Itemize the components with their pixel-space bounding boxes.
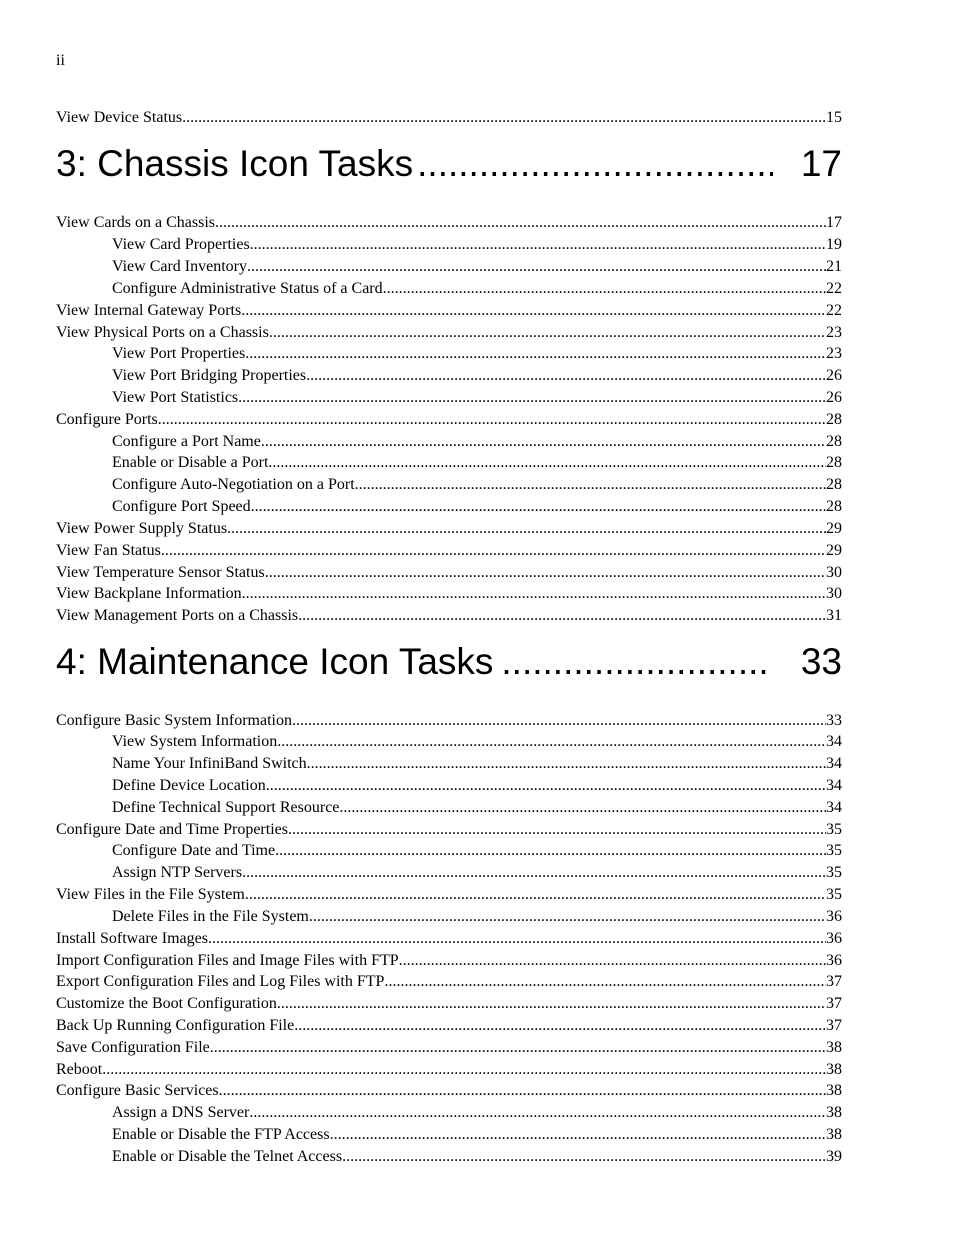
- toc-subentry[interactable]: [56, 797, 842, 819]
- toc-subentry[interactable]: [56, 431, 842, 453]
- toc-entry[interactable]: [56, 884, 842, 906]
- toc-entry-label: Save Configuration File: [56, 1039, 210, 1056]
- toc-entry-page: 38: [826, 1082, 842, 1099]
- toc-subentry[interactable]: [56, 731, 842, 753]
- dot-leader: [251, 496, 826, 518]
- dot-leader: [277, 993, 826, 1015]
- toc-entry-page: 30: [826, 564, 842, 581]
- dot-leader: [383, 278, 826, 300]
- toc-entry-page: 35: [826, 864, 842, 881]
- toc-entry-page: 39: [826, 1148, 842, 1165]
- dot-leader: [227, 518, 826, 540]
- toc-entry-page: 23: [826, 345, 842, 362]
- toc-entry[interactable]: [56, 950, 842, 972]
- toc-entry-page: 28: [826, 433, 842, 450]
- toc-subentry[interactable]: [56, 1146, 842, 1168]
- toc-entry-label: Assign a DNS Server: [112, 1104, 250, 1121]
- toc-entry-page: 34: [826, 777, 842, 794]
- toc-entry-label: Back Up Running Configuration File: [56, 1017, 295, 1034]
- toc-entry-label: View Management Ports on a Chassis: [56, 607, 299, 624]
- toc-entry[interactable]: [56, 562, 842, 584]
- dot-leader: [501, 639, 767, 685]
- chapter-heading-4[interactable]: [56, 639, 842, 685]
- toc-entry-label: View Physical Ports on a Chassis: [56, 324, 269, 341]
- toc-entry-label: View Fan Status: [56, 542, 161, 559]
- toc-entry-label: Import Configuration Files and Image Files with FTP: [56, 952, 399, 969]
- dot-leader: [298, 605, 826, 627]
- toc-entry-label: Customize the Boot Configuration: [56, 995, 277, 1012]
- toc-entry-page: 35: [826, 886, 842, 903]
- toc-entry-page: 37: [826, 1017, 842, 1034]
- toc-entry-label: View Backplane Information: [56, 585, 242, 602]
- toc-entry-page: 37: [826, 995, 842, 1012]
- dot-leader: [161, 540, 826, 562]
- toc-entry-label: Configure Port Speed: [112, 498, 251, 515]
- toc-entry-label: Configure Date and Time: [112, 842, 276, 859]
- toc-entry[interactable]: [56, 1015, 842, 1037]
- chapter-title: 4: Maintenance Icon Tasks: [56, 641, 494, 682]
- toc-subentry[interactable]: [56, 387, 842, 409]
- toc-entry[interactable]: [56, 819, 842, 841]
- toc-entry-label: Configure Administrative Status of a Card: [112, 280, 383, 297]
- dot-leader: [330, 1124, 826, 1146]
- dot-leader: [250, 234, 826, 256]
- dot-leader: [265, 562, 826, 584]
- toc-entry-page: 38: [826, 1104, 842, 1121]
- toc-entry-page: 26: [826, 367, 842, 384]
- toc-entry-page: 29: [826, 542, 842, 559]
- toc-subentry[interactable]: [56, 775, 842, 797]
- dot-leader: [208, 928, 826, 950]
- toc-entry-page: 33: [826, 712, 842, 729]
- dot-leader: [294, 1015, 826, 1037]
- dot-leader: [277, 731, 826, 753]
- toc-entry-label: Configure a Port Name: [112, 433, 261, 450]
- toc-subentry[interactable]: [56, 840, 842, 862]
- toc-subentry[interactable]: [56, 496, 842, 518]
- toc-entry-page: 15: [826, 109, 842, 126]
- toc-entry-page: 28: [826, 476, 842, 493]
- toc-subentry[interactable]: [56, 906, 842, 928]
- toc-entry-label: View System Information: [112, 733, 278, 750]
- dot-leader: [339, 797, 826, 819]
- toc-entry-page: 28: [826, 498, 842, 515]
- toc-entry-label: Enable or Disable a Port: [112, 454, 269, 471]
- chapter-heading-3[interactable]: [56, 141, 842, 187]
- dot-leader: [355, 474, 826, 496]
- toc-entry-label: Configure Auto-Negotiation on a Port: [112, 476, 355, 493]
- toc-entry[interactable]: [56, 1059, 842, 1081]
- page-number: ii: [56, 52, 65, 69]
- dot-leader: [342, 1146, 826, 1168]
- toc-entry-label: Delete Files in the File System: [112, 908, 309, 925]
- toc-entry-page: 22: [826, 302, 842, 319]
- dot-leader: [275, 840, 826, 862]
- toc-entry[interactable]: [56, 993, 842, 1015]
- toc-entry-label: View Card Inventory: [112, 258, 247, 275]
- toc-entry[interactable]: [56, 583, 842, 605]
- toc-entry-page: 17: [826, 214, 842, 231]
- dot-leader: [241, 300, 826, 322]
- toc-entry-page: 35: [826, 821, 842, 838]
- toc-entry-label: View Device Status: [56, 109, 183, 126]
- toc-entry-label: View Card Properties: [112, 236, 250, 253]
- toc-entry-page: 22: [826, 280, 842, 297]
- dot-leader: [309, 906, 826, 928]
- toc-subentry[interactable]: [56, 452, 842, 474]
- dot-leader: [102, 1059, 826, 1081]
- dot-leader: [215, 212, 826, 234]
- toc-entry-page: 36: [826, 952, 842, 969]
- dot-leader: [384, 971, 826, 993]
- toc-entry-label: View Power Supply Status: [56, 520, 228, 537]
- toc-entry-label: View Internal Gateway Ports: [56, 302, 242, 319]
- toc-entry-page: 23: [826, 324, 842, 341]
- toc-subentry[interactable]: [56, 862, 842, 884]
- toc-subentry[interactable]: [56, 365, 842, 387]
- toc-entry-page: 38: [826, 1126, 842, 1143]
- toc-entry[interactable]: [56, 322, 842, 344]
- dot-leader: [266, 775, 826, 797]
- toc-entry-label: View Cards on a Chassis: [56, 214, 216, 231]
- toc-entry[interactable]: [56, 409, 842, 431]
- toc-entry-label: Enable or Disable the Telnet Access: [112, 1148, 343, 1165]
- dot-leader: [219, 1080, 826, 1102]
- toc-entry-label: Name Your InfiniBand Switch: [112, 755, 307, 772]
- toc-entry-page: 35: [826, 842, 842, 859]
- chapter-page: 17: [800, 143, 842, 184]
- toc-entry[interactable]: [56, 518, 842, 540]
- toc-entry-page: 37: [826, 973, 842, 990]
- toc-entry-label: Configure Basic System Information: [56, 712, 292, 729]
- dot-leader: [269, 322, 826, 344]
- toc-entry-label: Configure Date and Time Properties: [56, 821, 288, 838]
- dot-leader: [399, 950, 826, 972]
- toc-entry[interactable]: [56, 710, 842, 732]
- dot-leader: [242, 583, 826, 605]
- toc-entry-page: 36: [826, 908, 842, 925]
- dot-leader: [417, 141, 773, 187]
- toc-entry-label: View Port Statistics: [112, 389, 239, 406]
- dot-leader: [292, 710, 826, 732]
- toc-entry[interactable]: [56, 605, 842, 627]
- toc-entry[interactable]: [56, 300, 842, 322]
- dot-leader: [249, 1102, 826, 1124]
- toc-entry-page: 38: [826, 1061, 842, 1078]
- toc-subentry[interactable]: [56, 234, 842, 256]
- toc-entry-page: 19: [826, 236, 842, 253]
- toc-entry-page: 30: [826, 585, 842, 602]
- dot-leader: [307, 753, 826, 775]
- toc-entry[interactable]: [56, 540, 842, 562]
- toc-entry-label: Reboot: [56, 1061, 103, 1078]
- toc-entry-label: Enable or Disable the FTP Access: [112, 1126, 330, 1143]
- toc-entry-view-device-status[interactable]: [56, 107, 842, 129]
- toc-entry-page: 36: [826, 930, 842, 947]
- dot-leader: [245, 343, 826, 365]
- toc-entry[interactable]: [56, 212, 842, 234]
- toc-entry-label: Configure Basic Services: [56, 1082, 219, 1099]
- chapter-title: 3: Chassis Icon Tasks: [56, 143, 414, 184]
- dot-leader: [238, 387, 826, 409]
- toc-entry-page: 34: [826, 733, 842, 750]
- toc-subentry[interactable]: [56, 256, 842, 278]
- dot-leader: [158, 409, 826, 431]
- toc-entry-label: Configure Ports: [56, 411, 158, 428]
- toc-entry-label: View Port Properties: [112, 345, 246, 362]
- toc-entry-page: 28: [826, 411, 842, 428]
- toc-entry-label: View Temperature Sensor Status: [56, 564, 265, 581]
- toc-entry-page: 28: [826, 454, 842, 471]
- dot-leader: [210, 1037, 826, 1059]
- toc-entry-page: 38: [826, 1039, 842, 1056]
- chapter-page: 33: [800, 641, 842, 682]
- toc-entry-label: Export Configuration Files and Log Files with FTP: [56, 973, 385, 990]
- toc-subentry[interactable]: [56, 343, 842, 365]
- toc-subentry[interactable]: [56, 1102, 842, 1124]
- toc-entry-label: Define Device Location: [112, 777, 266, 794]
- toc-entry-page: 34: [826, 755, 842, 772]
- dot-leader: [306, 365, 826, 387]
- toc-subentry[interactable]: [56, 474, 842, 496]
- toc-entry-page: 26: [826, 389, 842, 406]
- toc-entry-page: 21: [826, 258, 842, 275]
- toc-entry-label: View Files in the File System: [56, 886, 245, 903]
- toc-subentry[interactable]: [56, 753, 842, 775]
- dot-leader: [268, 452, 826, 474]
- toc-subentry[interactable]: [56, 1124, 842, 1146]
- toc-entry[interactable]: [56, 971, 842, 993]
- dot-leader: [245, 884, 826, 906]
- dot-leader: [288, 819, 826, 841]
- dot-leader: [261, 431, 826, 453]
- toc-entry-label: Assign NTP Servers: [112, 864, 243, 881]
- toc-entry-label: Define Technical Support Resource: [112, 799, 340, 816]
- dot-leader: [182, 107, 826, 129]
- dot-leader: [242, 862, 826, 884]
- toc-entry[interactable]: [56, 1037, 842, 1059]
- toc-entry[interactable]: [56, 928, 842, 950]
- toc-entry-page: 34: [826, 799, 842, 816]
- toc-entry-label: Install Software Images: [56, 930, 208, 947]
- toc-entry-page: 31: [826, 607, 842, 624]
- toc-entry-label: View Port Bridging Properties: [112, 367, 307, 384]
- toc-subentry[interactable]: [56, 278, 842, 300]
- dot-leader: [247, 256, 826, 278]
- toc-entry[interactable]: [56, 1080, 842, 1102]
- toc-entry-page: 29: [826, 520, 842, 537]
